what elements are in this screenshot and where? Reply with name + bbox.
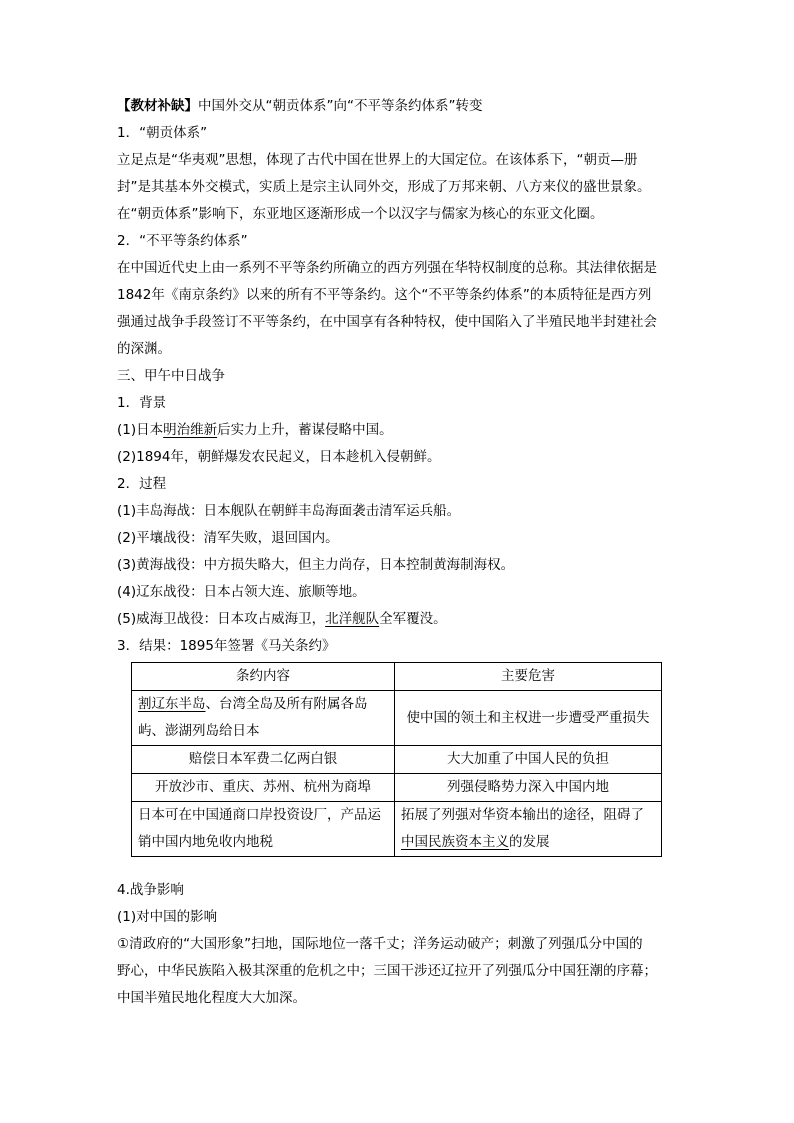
- impact-heading: 4.战争影响: [117, 882, 184, 898]
- background-item-prefix: (1)日本: [117, 422, 164, 438]
- result-heading: 3．结果：1895年签署《马关条约》: [117, 638, 336, 654]
- process-item: (1)丰岛海战：日本舰队在朝鲜丰岛海面袭击清军运兵船。: [117, 503, 461, 519]
- supplement-tag: 【教材补缺】: [117, 98, 198, 114]
- background-item: (2)1894年，朝鲜爆发农民起义，日本趁机入侵朝鲜。: [117, 449, 441, 465]
- cell-text: 的发展: [509, 834, 550, 850]
- unequal-line: 1842年《南京条约》以来的所有不平等条约。这个“不平等条约体系”的本质特征是西方列: [117, 287, 652, 303]
- unequal-heading: 2．“不平等条约体系”: [117, 233, 248, 249]
- background-heading: 1．背景: [117, 395, 167, 411]
- table-cell: 开放沙市、重庆、苏州、杭州为商埠: [132, 774, 395, 802]
- process-item: (3)黄海战役：中方损失略大，但主力尚存，日本控制黄海制海权。: [117, 557, 515, 573]
- background-item: [117, 417, 677, 444]
- cell-text: 拓展了列强对华资本输出的途径，阻碍了: [401, 807, 644, 823]
- table-row: [132, 774, 662, 802]
- unequal-line: 的深渊。: [117, 341, 171, 357]
- underlined-term: 北洋舰队: [325, 611, 380, 627]
- table-header-cell: 条约内容: [132, 663, 395, 691]
- table-cell: 列强侵略势力深入中国内地: [395, 774, 662, 802]
- table-header-cell: 主要危害: [395, 663, 662, 691]
- table-header-row: [132, 663, 662, 691]
- process-item-prefix: (5)威海卫战役：日本攻占威海卫，: [117, 611, 326, 627]
- tribute-heading: 1．“朝贡体系”: [117, 125, 208, 141]
- process-item-suffix: 全军覆没。: [379, 611, 447, 627]
- tribute-line: 在“朝贡体系”影响下，东亚地区逐渐形成一个以汉字与儒家为核心的东亚文化圈。: [117, 206, 604, 222]
- process-item: [117, 606, 677, 633]
- supplement-title: 中国外交从“朝贡体系”向“不平等条约体系”转变: [198, 98, 483, 114]
- unequal-line: 在中国近代史上由一系列不平等条约所确立的西方列强在华特权制度的总称。其法律依据是: [117, 260, 657, 276]
- table-row: [132, 691, 662, 746]
- table-cell: 日本可在中国通商口岸投资设厂，产品运销中国内地免收内地税: [132, 802, 395, 857]
- section-title: 三、甲午中日战争: [117, 368, 225, 384]
- impact-subheading: (1)对中国的影响: [117, 909, 218, 925]
- table-cell: 赔偿日本军费二亿两白银: [132, 746, 395, 774]
- table-cell: 大大加重了中国人民的负担: [395, 746, 662, 774]
- table-cell: 使中国的领土和主权进一步遭受严重损失: [395, 691, 662, 746]
- document-page: [117, 93, 677, 1012]
- table-cell: [132, 691, 395, 746]
- underlined-term: 中国民族资本主义: [401, 834, 509, 850]
- unequal-line: 强通过战争手段签订不平等条约，在中国享有各种特权，使中国陷入了半殖民地半封建社会: [117, 314, 657, 330]
- impact-line: 野心，中华民族陷入极其深重的危机之中；三国干涉还辽拉开了列强瓜分中国狂潮的序幕；: [117, 963, 657, 979]
- impact-line: 中国半殖民地化程度大大加深。: [117, 990, 306, 1006]
- tribute-line: 封”是其基本外交模式，实质上是宗主认同外交，形成了万邦来朝、八方来仪的盛世景象。: [117, 179, 651, 195]
- process-item: (2)平壤战役：清军失败，退回国内。: [117, 530, 339, 546]
- process-item: (4)辽东战役：日本占领大连、旅顺等地。: [117, 584, 366, 600]
- cell-text: 、台湾全岛及所有附属各岛屿、澎湖列岛给日本: [138, 696, 368, 739]
- treaty-table: [131, 662, 662, 857]
- underlined-term: 割辽东半岛: [138, 696, 206, 712]
- underlined-term: 明治维新: [163, 422, 218, 438]
- tribute-line: 立足点是“华夷观”思想，体现了古代中国在世界上的大国定位。在该体系下，“朝贡—册: [117, 152, 638, 168]
- supplement-header: [117, 93, 677, 120]
- background-item-suffix: 后实力上升，蓄谋侵略中国。: [217, 422, 393, 438]
- table-cell: [395, 802, 662, 857]
- table-row: [132, 802, 662, 857]
- table-row: [132, 746, 662, 774]
- impact-line: ①清政府的“大国形象”扫地，国际地位一落千丈；洋务运动破产；刺激了列强瓜分中国的: [117, 936, 643, 952]
- process-heading: 2．过程: [117, 476, 167, 492]
